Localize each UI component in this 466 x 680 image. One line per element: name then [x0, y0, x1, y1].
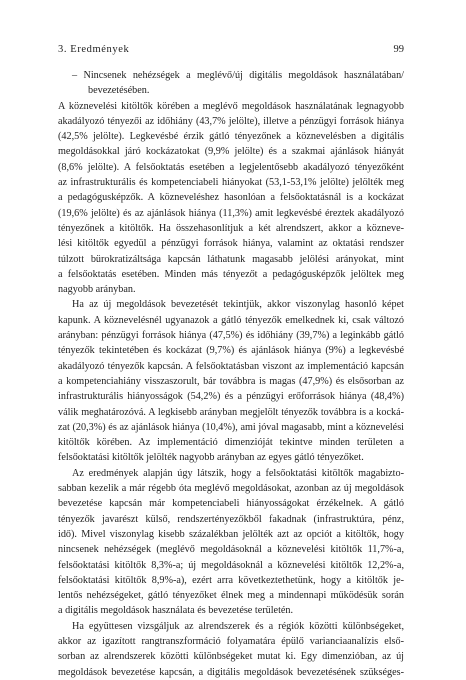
text-line: idő). Mivel viszonylag kisebb százalékban jelölték azt az opciót a kitöltők, hogy: [58, 528, 404, 540]
text-line: (42,5% jelölte). Legkevésbé érzik gátló tényezőnek a köznevelésben a digitális: [58, 131, 404, 143]
text-line: A köznevelési kitöltők körében a meglévő megoldások használatának legnagyobb: [58, 100, 404, 112]
text-line: Ha együttesen vizsgáljuk az alrendszerek és a régiók közötti különbségeket,: [72, 620, 404, 632]
text-line: Ha az új megoldások bevezetését tekintjük, akkor viszonylag hasonló képet: [72, 299, 404, 311]
text-line: felsőoktatási kitöltők jelölték nagyobb arányban az egyes gátló tényezőket.: [58, 452, 364, 464]
text-line: sorban az alrendszerek közötti különbségeket mutat ki. Egy dimenzióban, az új: [58, 651, 404, 663]
text-line: nincsenek nehézségek (meglévő megoldásoknál a köznevelési kitöltők 11,7%-a,: [58, 544, 404, 556]
text-line: az infrastrukturális és kompetenciabeli hiányokat (53,1-53,1% jelölte) jelölték meg: [58, 177, 404, 189]
text-line: tényezők tekintetében és kockázat (9,7%) és ajánlások hiánya (9%) a legkevésbé: [58, 345, 404, 357]
text-line: Az eredmények alapján úgy látszik, hogy a felsőoktatási kitöltők magabizto-: [72, 467, 404, 479]
text-line: bevezetésében.: [88, 85, 150, 97]
text-line: kitöltők körében. Az implementáció dimenzióját tekintve minden területen a: [58, 437, 404, 449]
text-line: nagyobb arányban.: [58, 284, 136, 296]
running-header: [58, 44, 404, 58]
body-text: [58, 68, 404, 680]
text-line: akadályozó tényezői az időhiány (43,7% jelölte), illetve a pénzügyi források hiánya: [58, 115, 404, 127]
text-line: (19,6% jelölte) és az ajánlások hiánya (11,3%) amit legkevésbé éreztek akadályozó: [58, 207, 404, 219]
text-line: válik meghatározóvá. A legkisebb arányban megjelölt tényezők továbbra is a kocká-: [58, 406, 404, 418]
text-line: tényezők javarészt külső, rendszertényezőkből fakadnak (infrastruktúra, pénz,: [58, 513, 404, 525]
text-line: sabban kezelik a már régebb óta meglévő megoldásokat, azonban az új megoldások: [58, 483, 404, 495]
text-line: – Nincsenek nehézségek a meglévő/új digitális megoldások használatában/: [72, 70, 404, 81]
text-line: lési kitöltők egyedül a pénzügyi források hiánya, valamint az oktatási rendszer: [58, 238, 404, 250]
text-line: (8,6% jelölte). A felsőoktatás esetében a legjelentősebb akadályozó tényezőként: [58, 161, 404, 173]
text-line: megoldásokkal járó kockázatokat (9,9% jelölte) és a szakmai ajánlások hiányát: [58, 146, 404, 158]
text-line: zat (20,3%) és az ajánlások hiánya (10,4%), ami jóval magasabb, mint a köznevelési: [58, 421, 404, 433]
text-line: akkor az igazított rangtranszformáció folyamatára épülő varianciaanalízis első-: [58, 635, 404, 647]
text-line: lentős nehézségeket, gátló tényezőket élnek meg a mindennapi működésük során: [58, 590, 404, 602]
text-line: megoldások bevezetése kapcsán, a digitális megoldások bevezetésének szükséges-: [58, 666, 404, 678]
text-line: a kompetenciahiány visszaszorult, bár továbbra is magas (47,9%) és elsősorban az: [58, 375, 404, 387]
text-line: a pedagógusképzők. A közneveléshez hasonlóan a felsőoktatásnál is a kockázat: [58, 192, 404, 204]
text-line: felsőoktatási kitöltők 8,3%-a; új megoldásoknál a köznevelési kitöltők 12,2%-a,: [58, 559, 404, 571]
text-line: bevezetése kapcsán már kompetenciabeli hiányosságokat érzékelnek. A gátló: [58, 498, 404, 510]
chapter-title: 3. Eredmények: [58, 44, 130, 55]
text-line: infrastrukturális hiányosságok (54,2%) és a pénzügyi erőforrások hiánya (48,4%): [58, 391, 404, 403]
text-line: felsőoktatási kitöltők 8,9%-a), ezért arra következtethetünk, hogy a kitöltők je-: [58, 574, 404, 586]
text-line: túlzott bürokratizáltsága kapcsán láthatunk magasabb jelölési arányokat, mint: [58, 253, 404, 265]
text-line: kapunk. A köznevelésnél ugyanazok a gátló tényezők emelkednek ki, csak változó: [58, 314, 404, 326]
text-line: a felsőoktatás esetében. Minden más tényezőt a pedagógusképzők jelöltek meg: [58, 268, 404, 280]
text-line: akadályozó tényezők kapcsán. A felsőoktatásban viszont az implementáció kapcsán: [58, 360, 404, 372]
text-line: tényezőnek a kitöltők. Ha összehasonlítjuk a két alrendszert, akkor a közneve-: [58, 222, 404, 234]
text-line: a digitális megoldások használata és bevezetése területén.: [58, 605, 294, 617]
text-line: arányban: pénzügyi források hiánya (47,5%) és időhiány (39,7%) a leginkább gátló: [58, 330, 404, 342]
page-number: 99: [393, 44, 404, 55]
